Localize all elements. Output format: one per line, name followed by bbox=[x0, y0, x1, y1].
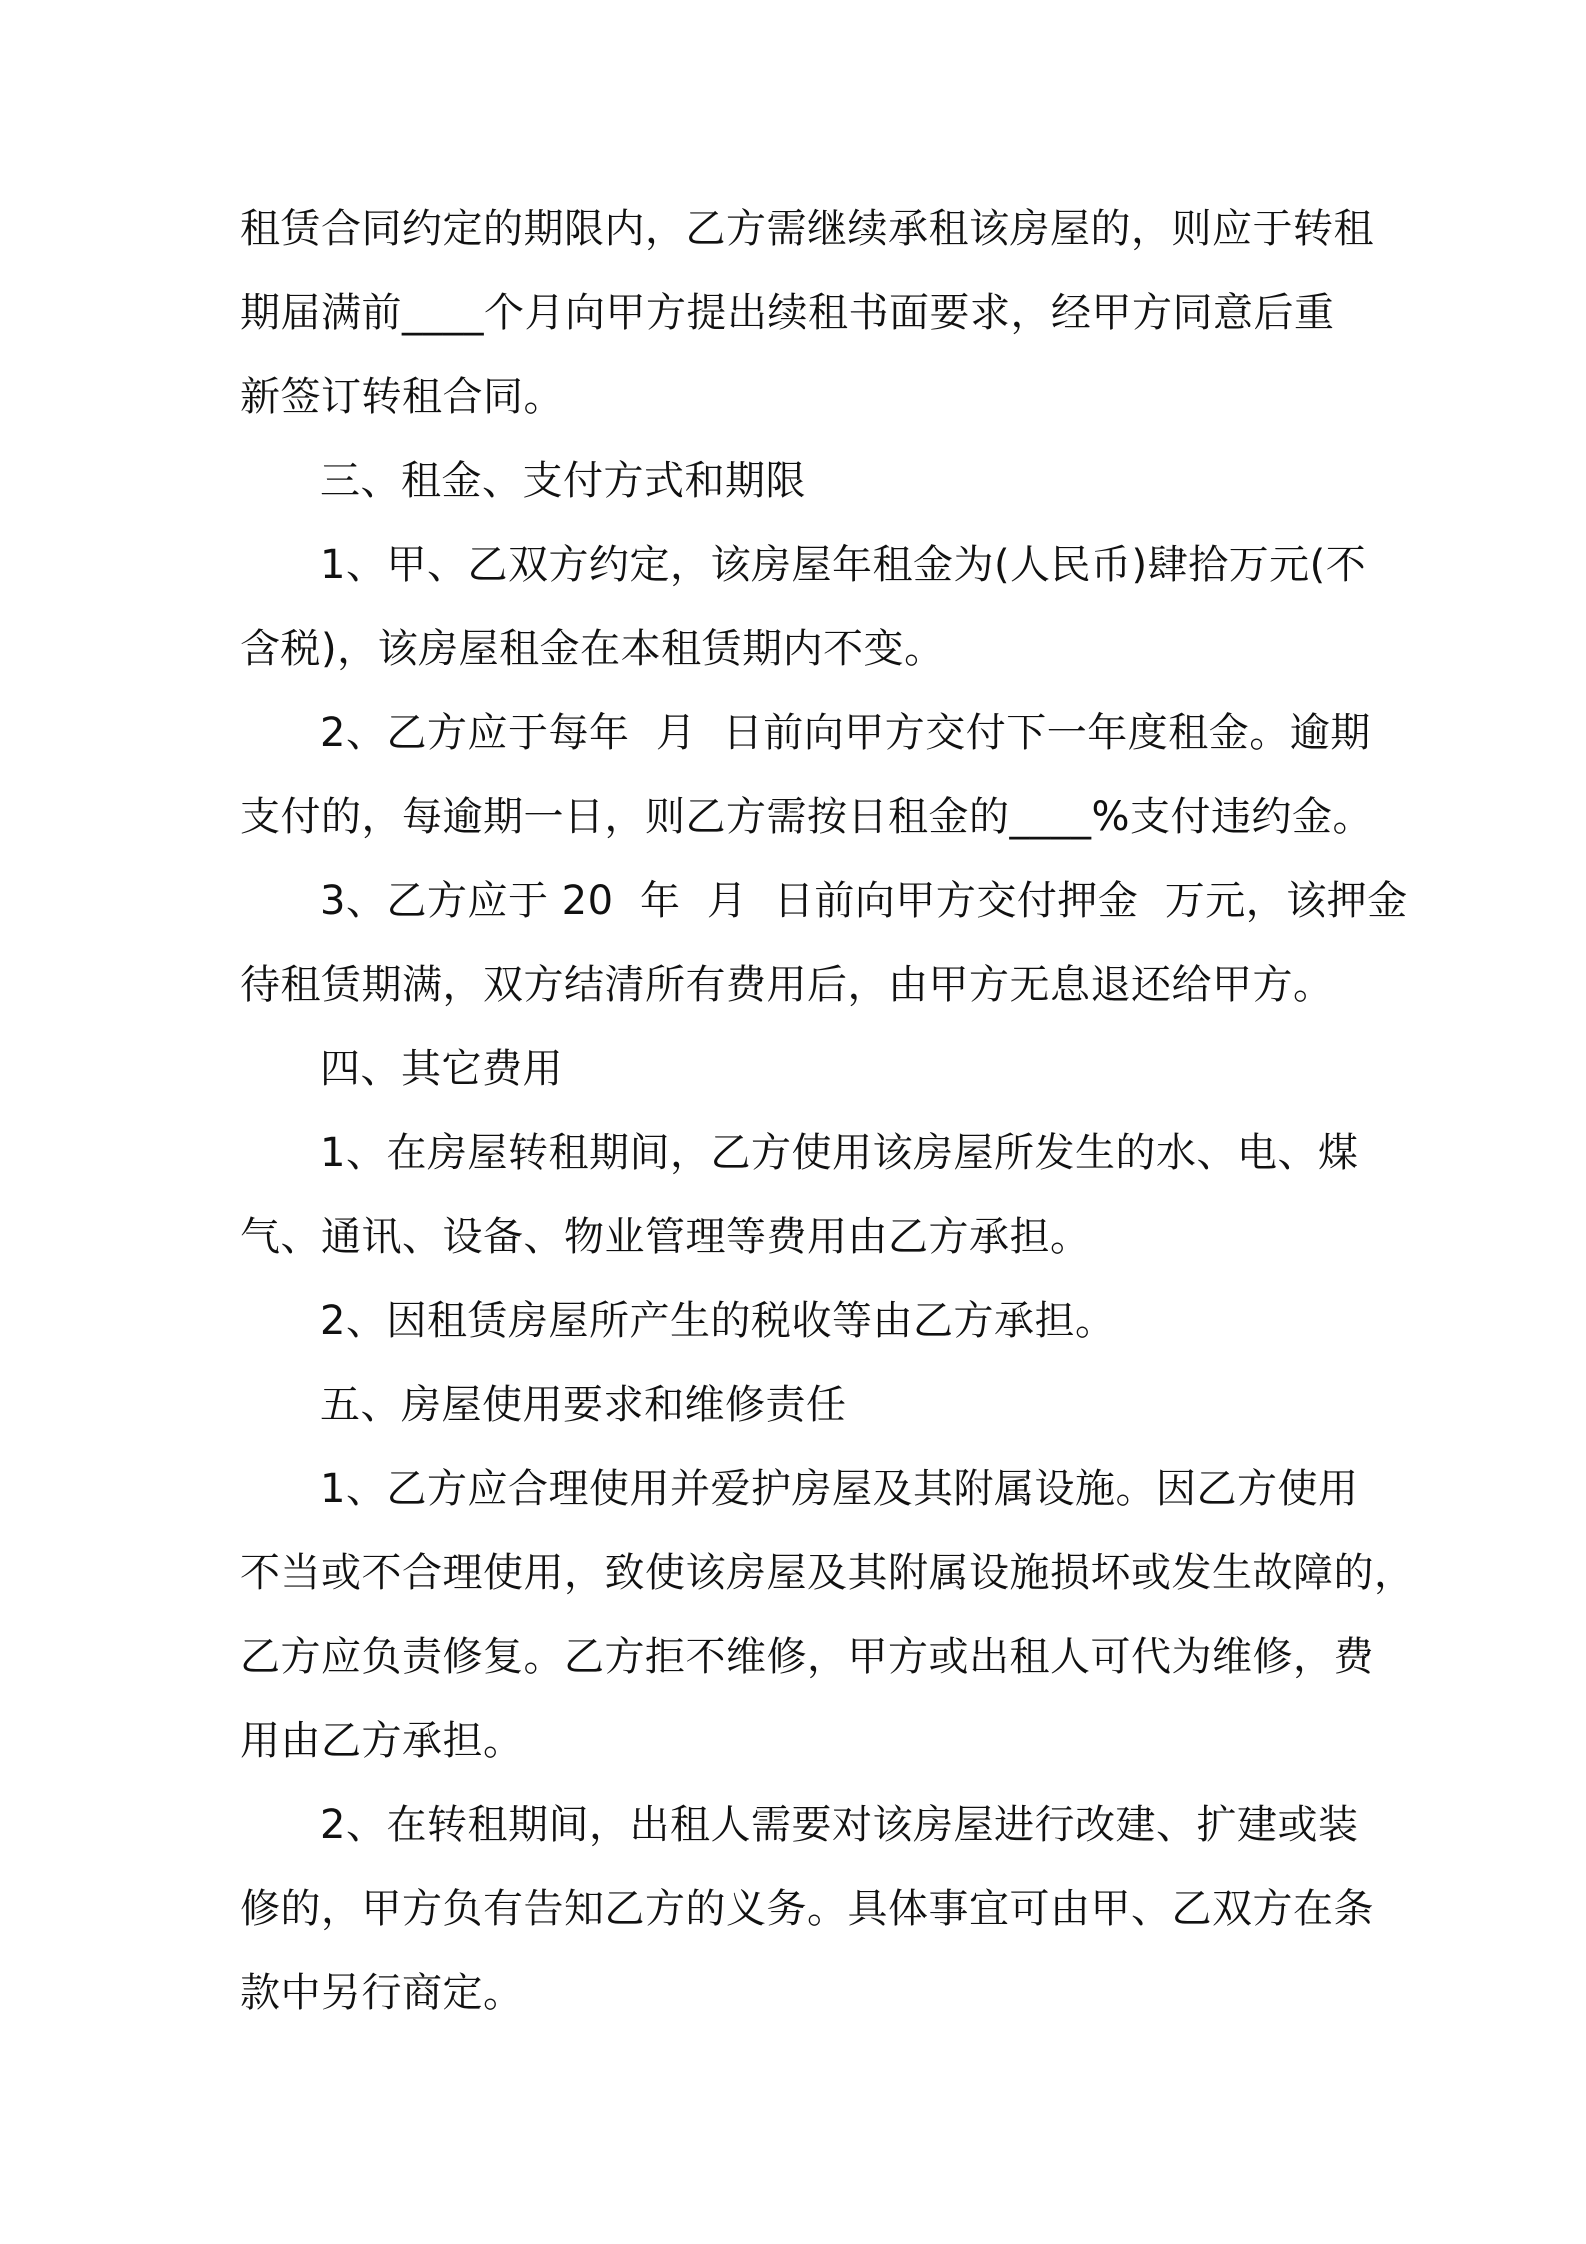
text-line-20: 2、在转租期间，出租人需要对该房屋进行改建、扩建或装 bbox=[320, 1802, 1359, 1848]
text-line-5: 1、甲、乙双方约定，该房屋年租金为(人民币)肆拾万元(不 bbox=[320, 542, 1367, 588]
text-line-10: 待租赁期满，双方结清所有费用后，由甲方无息退还给甲方。 bbox=[240, 962, 1334, 1008]
text-line-13: 气、通讯、设备、物业管理等费用由乙方承担。 bbox=[240, 1214, 1091, 1260]
text-line-21: 修的，甲方负有告知乙方的义务。具体事宜可由甲、乙双方在条 bbox=[240, 1886, 1374, 1932]
text-line-7: 2、乙方应于每年 月 日前向甲方交付下一年度租金。逾期 bbox=[320, 710, 1371, 756]
text-line-9: 3、乙方应于 20 年 月 日前向甲方交付押金 万元，该押金 bbox=[320, 878, 1408, 924]
text-line-1: 租赁合同约定的期限内，乙方需继续承租该房屋的，则应于转租 bbox=[240, 206, 1374, 252]
section-heading-4: 四、其它费用 bbox=[320, 1046, 563, 1092]
text-line-14: 2、因租赁房屋所产生的税收等由乙方承担。 bbox=[320, 1298, 1116, 1344]
text-line-17: 不当或不合理使用，致使该房屋及其附属设施损坏或发生故障的， bbox=[240, 1550, 1415, 1596]
text-line-18: 乙方应负责修复。乙方拒不维修，甲方或出租人可代为维修，费 bbox=[240, 1634, 1374, 1680]
text-line-22: 款中另行商定。 bbox=[240, 1970, 524, 2016]
text-line-12: 1、在房屋转租期间，乙方使用该房屋所发生的水、电、煤 bbox=[320, 1130, 1359, 1176]
text-line-2: 期届满前____个月向甲方提出续租书面要求，经甲方同意后重 bbox=[240, 290, 1335, 336]
text-line-8: 支付的，每逾期一日，则乙方需按日租金的____%支付违约金。 bbox=[240, 794, 1374, 840]
text-line-19: 用由乙方承担。 bbox=[240, 1718, 524, 1764]
section-heading-5: 五、房屋使用要求和维修责任 bbox=[320, 1382, 847, 1428]
text-line-6: 含税)，该房屋租金在本租赁期内不变。 bbox=[240, 626, 945, 672]
text-line-16: 1、乙方应合理使用并爱护房屋及其附属设施。因乙方使用 bbox=[320, 1466, 1359, 1512]
section-heading-3: 三、租金、支付方式和期限 bbox=[320, 458, 806, 504]
text-line-3: 新签订转租合同。 bbox=[240, 374, 564, 420]
